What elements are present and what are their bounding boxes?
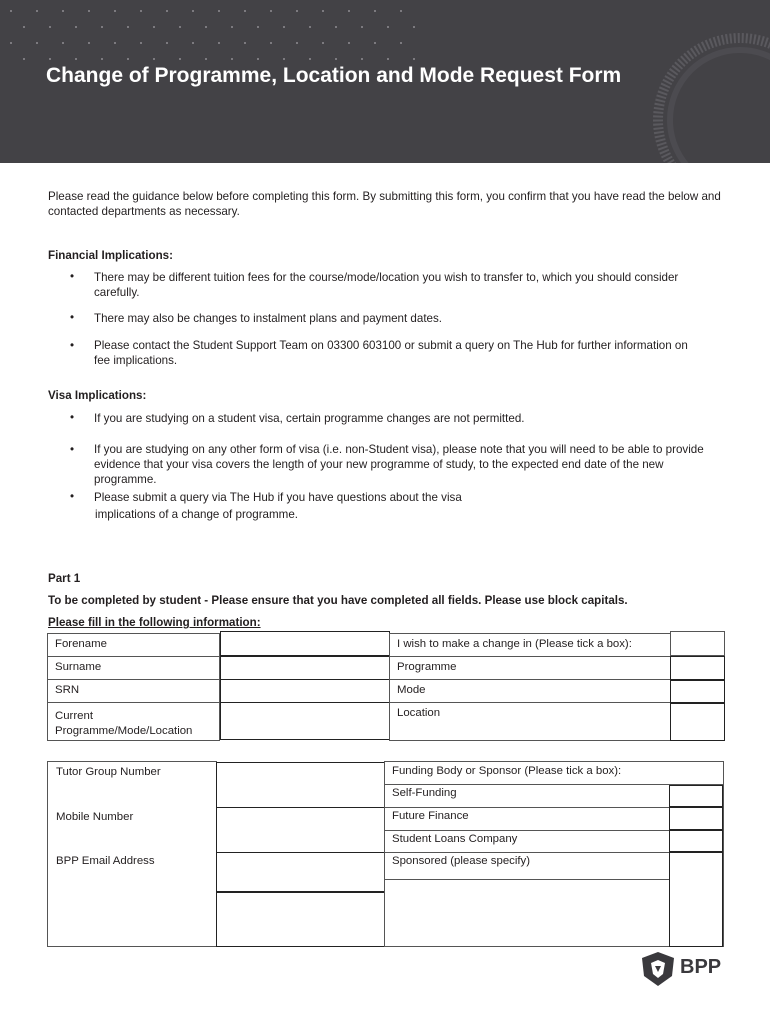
- decorative-dot: [114, 42, 116, 44]
- financial-item: Please contact the Student Support Team on 03300 603100 or submit a query on The Hub for further information on fee implications.: [94, 339, 688, 367]
- tutor-group-input[interactable]: [216, 762, 385, 808]
- decorative-dot: [244, 42, 246, 44]
- decorative-dot: [361, 58, 363, 60]
- decorative-dot: [140, 10, 142, 12]
- decorative-dot: [49, 26, 51, 28]
- visa-heading: Visa Implications:: [48, 389, 147, 402]
- decorative-dot: [283, 58, 285, 60]
- srn-label: SRN: [47, 679, 220, 703]
- decorative-dot: [153, 26, 155, 28]
- change-option-programme: Programme: [389, 656, 671, 680]
- decorative-dot: [387, 26, 389, 28]
- decorative-dot: [218, 10, 220, 12]
- decorative-dot: [322, 42, 324, 44]
- logo-text: BPP: [680, 956, 722, 978]
- decorative-dot: [283, 26, 285, 28]
- decorative-dot: [140, 42, 142, 44]
- decorative-dot: [413, 58, 415, 60]
- decorative-dot: [23, 58, 25, 60]
- decorative-dot: [75, 26, 77, 28]
- decorative-dot: [400, 42, 402, 44]
- decorative-dot: [75, 58, 77, 60]
- current-programme-input[interactable]: [220, 702, 390, 740]
- decorative-dot: [205, 26, 207, 28]
- visa-item: Please submit a query via The Hub if you have questions about the visa: [94, 491, 462, 504]
- email-input[interactable]: [216, 852, 385, 892]
- financial-heading: Financial Implications:: [48, 249, 173, 262]
- divider: [384, 879, 670, 880]
- forename-label: Forename: [47, 633, 220, 657]
- intro-text: Please read the guidance below before completing this form. By submitting this form, you confirm that you have read the below and contacted departments as necessary.: [48, 190, 721, 218]
- tutor-group-label: Tutor Group Number: [56, 766, 161, 778]
- decorative-dot: [127, 26, 129, 28]
- part-instruction: To be completed by student - Please ensure that you have completed all fields. Please use block capitals.: [48, 594, 628, 607]
- current-programme-label: [47, 702, 220, 741]
- decorative-dot: [192, 10, 194, 12]
- financial-item: There may be different tuition fees for the course/mode/location you wish to transfer to, which you should consider carefully.: [94, 271, 679, 299]
- bullet-icon: •: [70, 490, 75, 503]
- mobile-number-input[interactable]: [216, 807, 385, 853]
- self-funding-checkbox[interactable]: [669, 785, 723, 807]
- funding-option-slc: Student Loans Company: [392, 833, 518, 845]
- decorative-dot: [413, 26, 415, 28]
- decorative-dot: [270, 42, 272, 44]
- decorative-dot: [231, 26, 233, 28]
- decorative-dot: [36, 42, 38, 44]
- decorative-dot: [127, 58, 129, 60]
- part-label: Part 1: [48, 572, 81, 585]
- decorative-dot: [322, 10, 324, 12]
- decorative-dot: [348, 10, 350, 12]
- decorative-dot: [335, 58, 337, 60]
- current-label-line1: Current: [55, 710, 93, 722]
- divider: [384, 807, 670, 808]
- decorative-dot: [101, 58, 103, 60]
- current-label-line2: Programme/Mode/Location: [55, 725, 193, 737]
- surname-label: Surname: [47, 656, 220, 680]
- change-heading: I wish to make a change in (Please tick a box):: [389, 633, 671, 657]
- decorative-dot: [400, 10, 402, 12]
- lion-shield-icon: [638, 950, 678, 988]
- decorative-dot: [114, 10, 116, 12]
- fill-heading: Please fill in the following information:: [48, 616, 261, 629]
- visa-item: If you are studying on any other form of visa (i.e. non-Student visa), please note that you will need to be able to provide evidence that your visa covers the length of your new programme of study, to the expected end date of the new programme.: [94, 443, 704, 486]
- change-option-mode: Mode: [389, 679, 671, 703]
- decorative-dot: [244, 10, 246, 12]
- funding-option-sponsored: Sponsored (please specify): [392, 855, 531, 867]
- funding-option-future-finance: Future Finance: [392, 810, 469, 822]
- bullet-icon: •: [70, 270, 75, 283]
- sponsored-checkbox[interactable]: [669, 852, 723, 947]
- srn-input[interactable]: [220, 679, 390, 703]
- decorative-dot: [166, 10, 168, 12]
- decorative-dot: [257, 26, 259, 28]
- bullet-icon: •: [70, 443, 75, 456]
- decorative-dot: [218, 42, 220, 44]
- mode-checkbox[interactable]: [670, 680, 725, 703]
- decorative-dot: [387, 58, 389, 60]
- decorative-dot: [231, 58, 233, 60]
- future-finance-checkbox[interactable]: [669, 807, 723, 830]
- decorative-dot: [179, 58, 181, 60]
- decorative-dot: [374, 10, 376, 12]
- bullet-icon: •: [70, 411, 75, 424]
- slc-checkbox[interactable]: [669, 830, 723, 852]
- change-heading-cell: [670, 631, 725, 656]
- visa-item-continued: implications of a change of programme.: [95, 508, 298, 521]
- decorative-dot: [88, 10, 90, 12]
- decorative-dot: [10, 42, 12, 44]
- divider: [384, 852, 670, 853]
- decorative-dot: [88, 42, 90, 44]
- decorative-dot: [374, 42, 376, 44]
- decorative-dot: [23, 26, 25, 28]
- surname-input[interactable]: [220, 656, 390, 680]
- funding-heading: Funding Body or Sponsor (Please tick a box):: [392, 765, 622, 777]
- decorative-dot: [49, 58, 51, 60]
- visa-item: If you are studying on a student visa, certain programme changes are not permitted.: [94, 412, 525, 425]
- decorative-dot: [36, 10, 38, 12]
- programme-checkbox[interactable]: [670, 656, 725, 680]
- financial-item: There may also be changes to instalment plans and payment dates.: [94, 312, 443, 325]
- email-input-continued[interactable]: [216, 892, 385, 947]
- header-banner: [0, 0, 770, 163]
- decorative-dot: [296, 42, 298, 44]
- bullet-icon: •: [70, 339, 75, 352]
- decorative-dot: [270, 10, 272, 12]
- email-label: BPP Email Address: [56, 855, 155, 867]
- decorative-dot: [166, 42, 168, 44]
- divider: [384, 830, 670, 831]
- page-title: Change of Programme, Location and Mode Request Form: [46, 64, 622, 87]
- decorative-dot: [153, 58, 155, 60]
- decorative-dot: [335, 26, 337, 28]
- decorative-dot: [10, 10, 12, 12]
- forename-input[interactable]: [220, 631, 390, 656]
- decorative-dot: [101, 26, 103, 28]
- decorative-dot: [348, 42, 350, 44]
- decorative-dot: [205, 58, 207, 60]
- bpp-logo: [638, 950, 730, 988]
- location-checkbox[interactable]: [670, 703, 725, 741]
- decorative-dot: [62, 10, 64, 12]
- change-option-location: Location: [389, 702, 671, 741]
- decorative-dot: [296, 10, 298, 12]
- decorative-dot: [309, 58, 311, 60]
- decorative-dot: [179, 26, 181, 28]
- decorative-dot: [257, 58, 259, 60]
- funding-option-self: Self-Funding: [392, 787, 457, 799]
- decorative-dot: [192, 42, 194, 44]
- decorative-dot: [309, 26, 311, 28]
- bullet-icon: •: [70, 311, 75, 324]
- decorative-dot: [361, 26, 363, 28]
- contact-label-column: [47, 761, 217, 947]
- mobile-number-label: Mobile Number: [56, 811, 134, 823]
- decorative-dot: [62, 42, 64, 44]
